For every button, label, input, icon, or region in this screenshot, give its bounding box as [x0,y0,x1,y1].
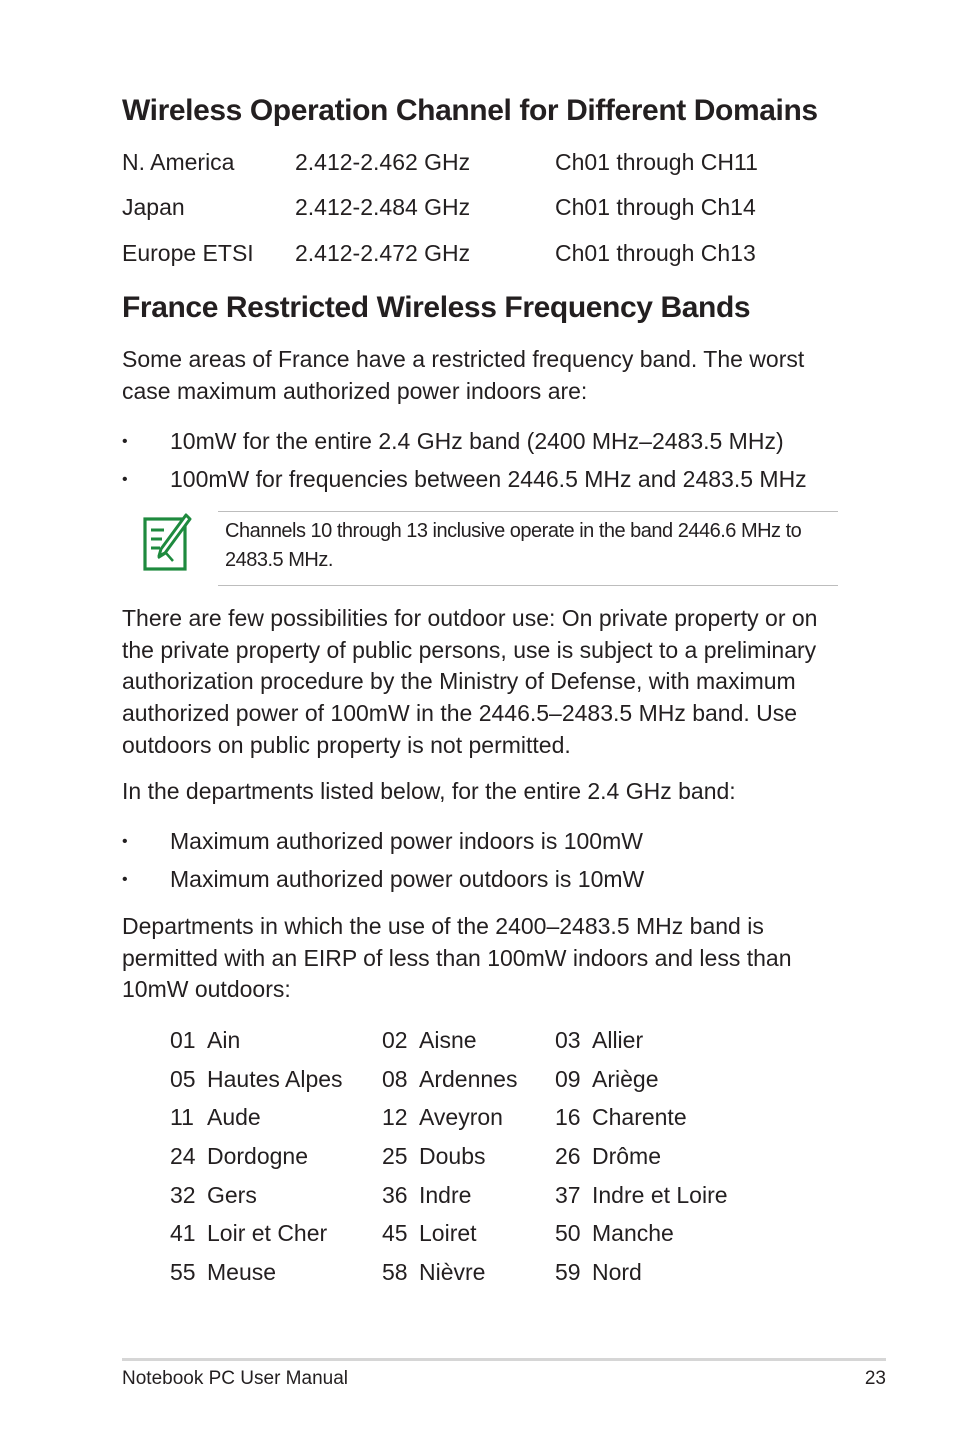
list-item: 10mW for the entire 2.4 GHz band (2400 MHz–2483.5 MHz) [170,428,784,454]
bullet-marker: • [122,471,128,488]
list-item [555,1104,687,1131]
bullet-marker: • [122,833,128,850]
freq-cell: 2.412-2.472 GHz [295,240,471,266]
channels-cell: Ch01 through CH11 [555,149,758,175]
list-item [382,1066,517,1093]
dept-number: 09 [555,1066,581,1092]
dept-name: Indre [419,1182,472,1208]
list-item [382,1182,471,1209]
dept-name: Indre et Loire [592,1182,728,1208]
note-top-rule [218,511,838,512]
dept-number: 41 [170,1220,196,1246]
list-item [170,1143,308,1170]
dept-name: Ardennes [419,1066,518,1092]
list-item [382,1220,477,1247]
dept-number: 05 [170,1066,196,1092]
list-item [555,1182,728,1209]
dept-name: Charente [592,1104,687,1130]
dept-number: 01 [170,1027,196,1053]
dept-number: 37 [555,1182,581,1208]
dept-number: 03 [555,1027,581,1053]
dept-name: Nord [592,1259,642,1285]
list-item [382,1104,503,1131]
outdoor-paragraph: There are few possibilities for outdoor use: On private property or on the private property of public persons, use is subject to a preliminary authorization procedure by the Ministry of Defense, with maximum authorized power of 100mW in the 2446.5–2483.5 MHz band. Use outdoors on public property is not permitted. [122,605,818,758]
region-cell: Japan [122,194,185,220]
dept-number: 59 [555,1259,581,1285]
intro-paragraph: Some areas of France have a restricted frequency band. The worst case maximum authorized power indoors are: [122,346,805,404]
list-item [555,1143,661,1170]
dept-name: Ain [207,1027,241,1053]
list-item [555,1220,674,1247]
list-item [170,1027,240,1054]
freq-cell: 2.412-2.484 GHz [295,194,471,220]
dept-name: Aisne [419,1027,477,1053]
footer-title: Notebook PC User Manual [122,1368,348,1389]
dept-number: 08 [382,1066,408,1092]
dept-number: 55 [170,1259,196,1285]
channels-cell: Ch01 through Ch14 [555,194,756,220]
channels-cell: Ch01 through Ch13 [555,240,756,266]
dept-name: Allier [592,1027,644,1053]
list-item [382,1259,485,1286]
footer-rule [122,1358,886,1361]
heading-france-bands: France Restricted Wireless Frequency Bands [122,291,751,324]
note-bottom-rule [218,585,838,586]
heading-wireless-channels: Wireless Operation Channel for Different Domains [122,94,818,127]
dept-name: Meuse [207,1259,277,1285]
departments-intro: In the departments listed below, for the entire 2.4 GHz band: [122,778,736,804]
freq-cell: 2.412-2.462 GHz [295,149,471,175]
region-cell: Europe ETSI [122,240,254,266]
dept-name: Nièvre [419,1259,486,1285]
note-text: Channels 10 through 13 inclusive operate in the band 2446.6 MHz to 2483.5 MHz. [225,520,802,571]
note-pencil-icon [140,513,192,573]
list-item: Maximum authorized power outdoors is 10mW [170,866,645,892]
dept-name: Aveyron [419,1104,503,1130]
dept-name: Loir et Cher [207,1220,328,1246]
list-item: 100mW for frequencies between 2446.5 MHz and 2483.5 MHz [170,466,807,492]
eirp-paragraph: Departments in which the use of the 2400–2483.5 MHz band is permitted with an EIRP of less than 100mW indoors and less than 10mW outdoors: [122,913,792,1003]
dept-name: Manche [592,1220,674,1246]
dept-number: 45 [382,1220,408,1246]
dept-name: Ariège [592,1066,659,1092]
dept-name: Loiret [419,1220,477,1246]
dept-number: 12 [382,1104,408,1130]
dept-number: 36 [382,1182,408,1208]
list-item [555,1066,658,1093]
list-item [555,1027,643,1054]
dept-number: 11 [170,1104,194,1130]
dept-name: Dordogne [207,1143,309,1169]
dept-number: 32 [170,1182,196,1208]
dept-number: 16 [555,1104,581,1130]
list-item [170,1104,261,1131]
dept-name: Doubs [419,1143,486,1169]
list-item [170,1259,276,1286]
list-item [382,1027,477,1054]
dept-number: 26 [555,1143,581,1169]
dept-number: 25 [382,1143,408,1169]
dept-name: Gers [207,1182,257,1208]
bullet-marker: • [122,871,128,888]
dept-number: 24 [170,1143,196,1169]
dept-name: Drôme [592,1143,662,1169]
region-cell: N. America [122,149,235,175]
list-item [170,1220,327,1247]
list-item [170,1182,257,1209]
dept-name: Aude [207,1104,261,1130]
list-item [555,1259,642,1286]
page-number: 23 [864,1368,886,1389]
bullet-marker: • [122,433,128,450]
list-item: Maximum authorized power indoors is 100mW [170,828,643,854]
dept-number: 02 [382,1027,408,1053]
dept-number: 58 [382,1259,408,1285]
list-item [170,1066,343,1093]
list-item [382,1143,485,1170]
dept-number: 50 [555,1220,581,1246]
dept-name: Hautes Alpes [207,1066,343,1092]
